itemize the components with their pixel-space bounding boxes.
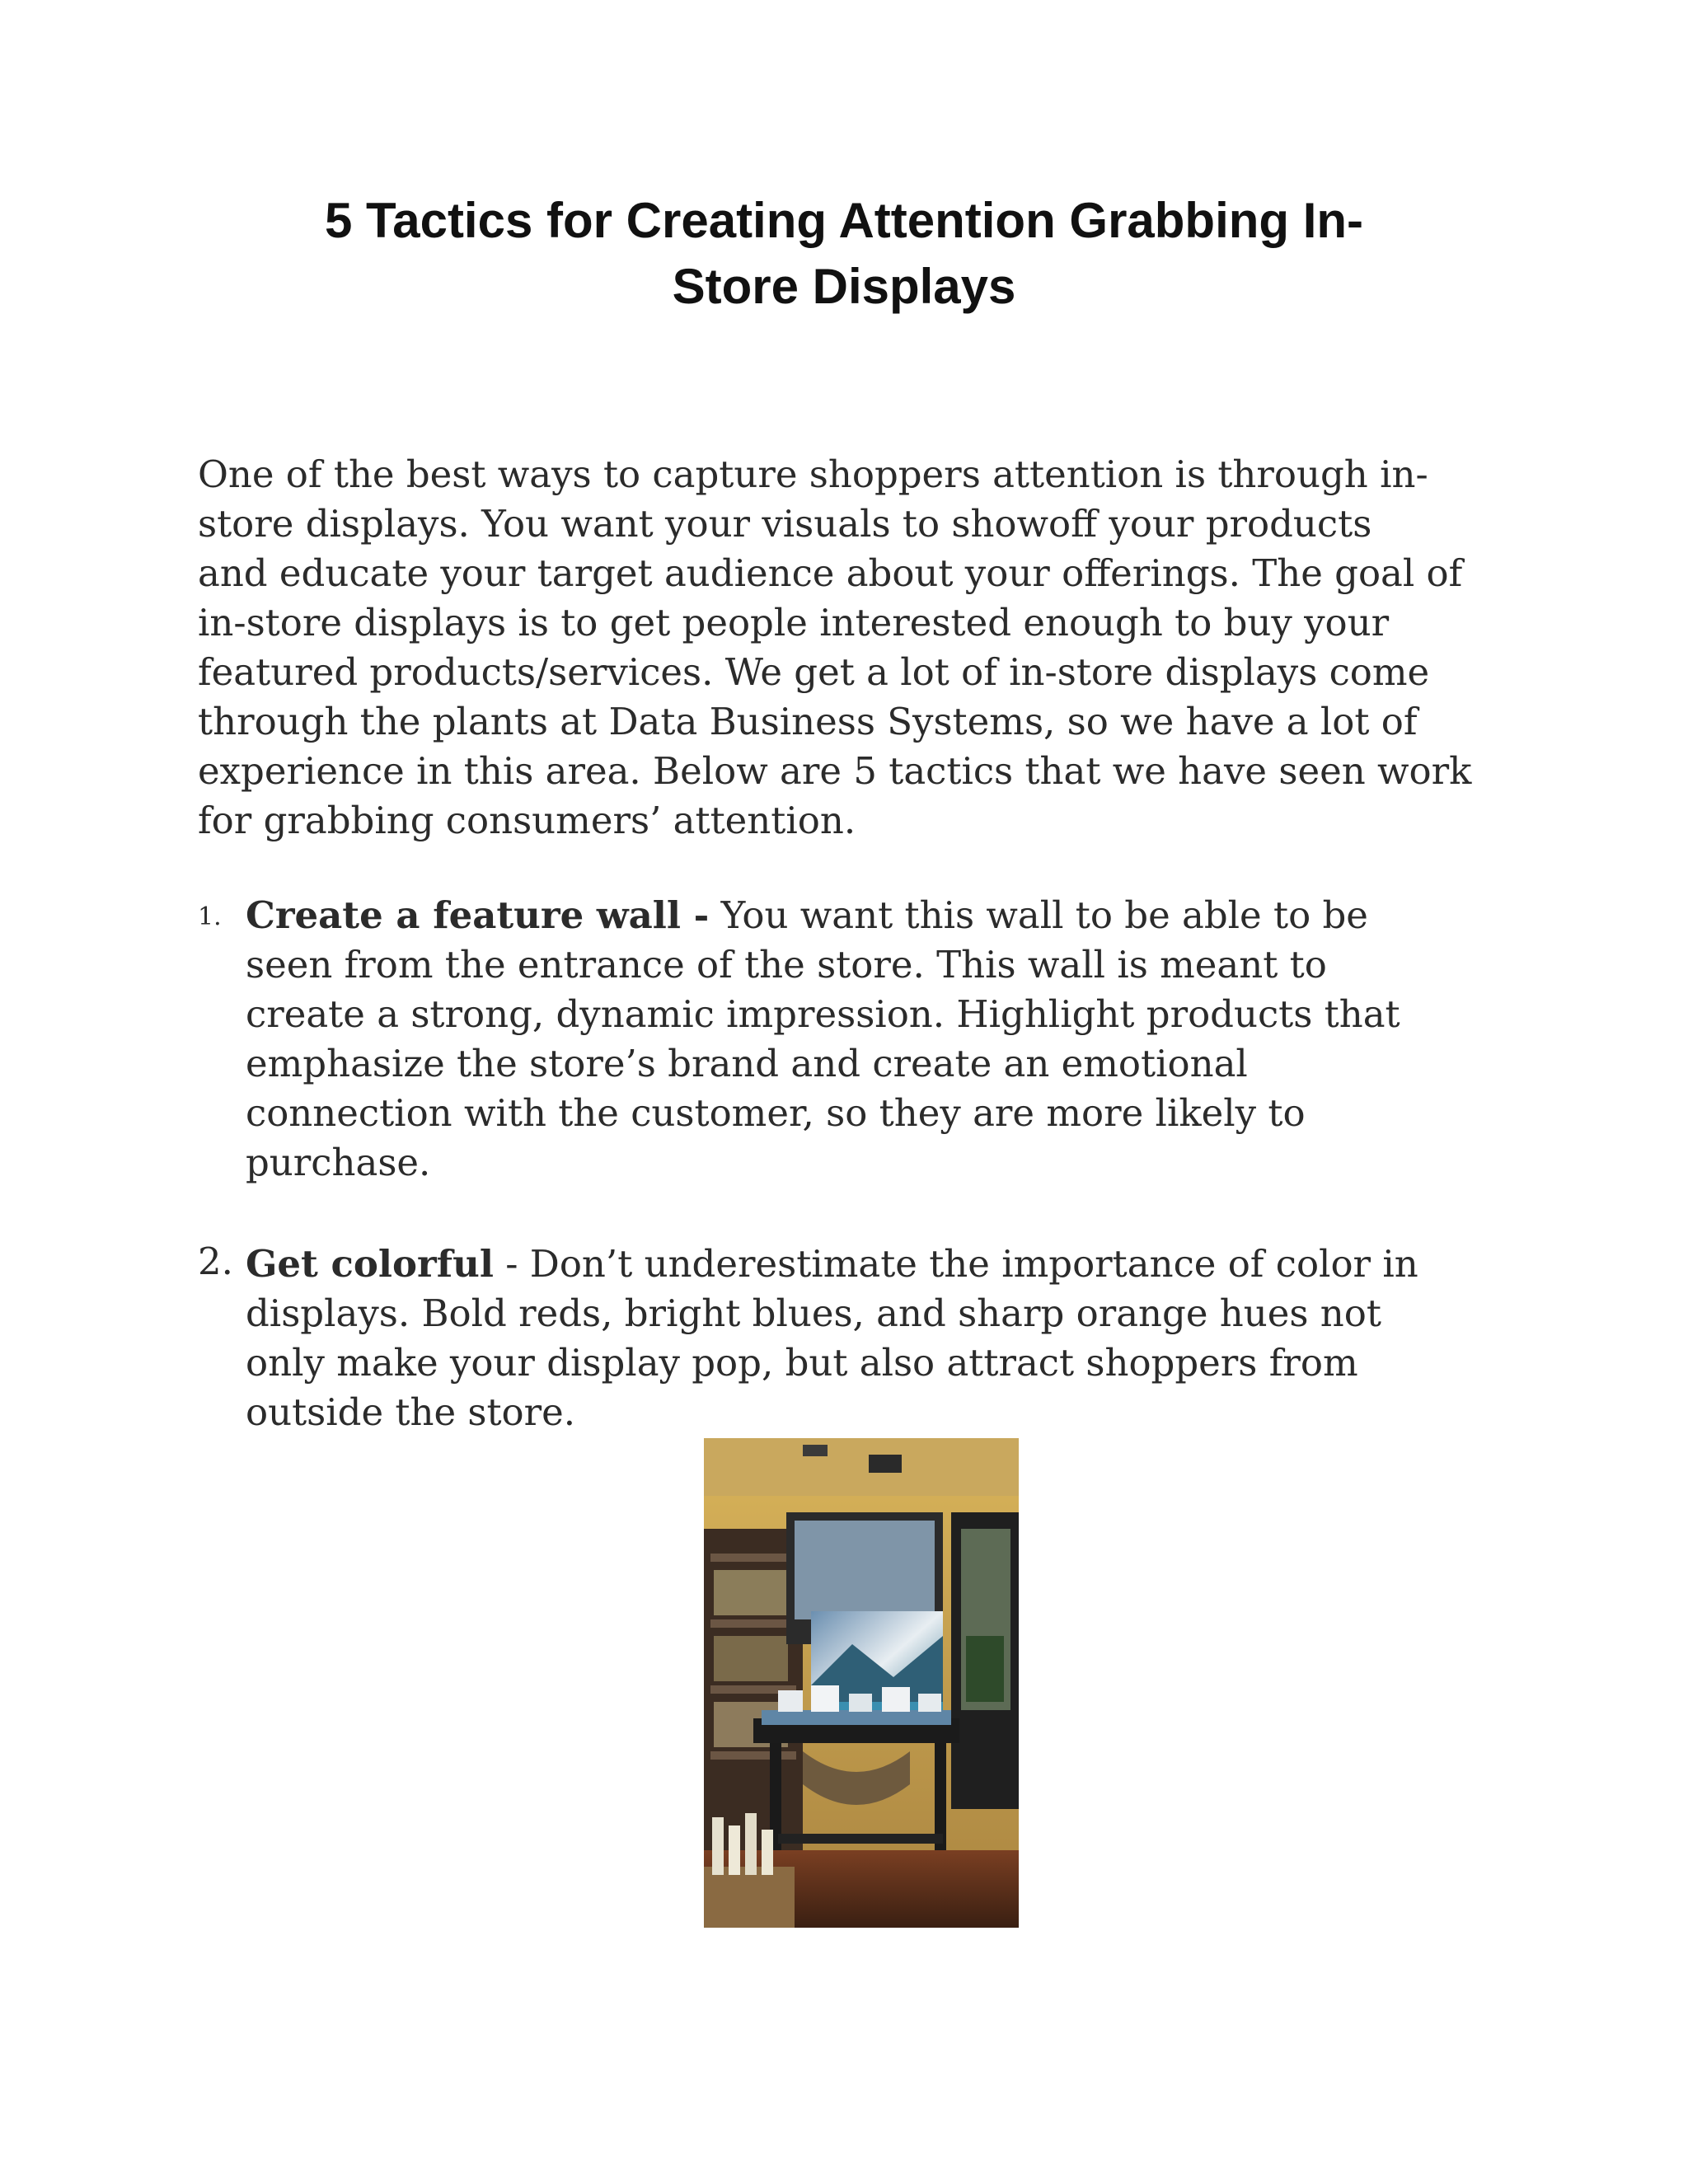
tactic-line: create a strong, dynamic impression. Highlight products that xyxy=(246,992,1400,1036)
intro-line: store displays. You want your visuals to showoff your products xyxy=(198,502,1372,546)
tactic-first-line xyxy=(246,891,1400,940)
tactic-heading: Create a feature wall - xyxy=(246,893,710,937)
title-line-1: 5 Tactics for Creating Attention Grabbing In- xyxy=(324,193,1364,248)
intro-line: experience in this area. Below are 5 tactics that we have seen work xyxy=(198,749,1472,793)
store-display-photo xyxy=(704,1438,1019,1928)
intro-line: for grabbing consumers’ attention. xyxy=(198,799,856,842)
intro-line: featured products/services. We get a lot of in-store displays come xyxy=(198,650,1430,694)
tactic-text xyxy=(246,891,1400,1188)
tactic-text xyxy=(246,1240,1418,1437)
tactic-first-line xyxy=(246,1240,1418,1289)
tactic-heading: Get colorful xyxy=(246,1242,494,1286)
tactic-line: outside the store. xyxy=(246,1390,576,1434)
intro-paragraph xyxy=(198,450,1517,846)
tactic-item-2 xyxy=(198,1240,1550,1437)
tactic-line: seen from the entrance of the store. This wall is meant to xyxy=(246,943,1327,987)
tactic-first-line-text: - Don’t underestimate the importance of color in xyxy=(493,1242,1418,1286)
intro-line: and educate your target audience about your offerings. The goal of xyxy=(198,551,1463,595)
intro-line: One of the best ways to capture shoppers attention is through in- xyxy=(198,452,1428,496)
tactic-item-1 xyxy=(198,891,1550,1188)
tactic-line: connection with the customer, so they are more likely to xyxy=(246,1091,1306,1135)
tactic-number: 1. xyxy=(198,902,222,931)
intro-line: in-store displays is to get people interested enough to buy your xyxy=(198,601,1390,644)
intro-line: through the plants at Data Business Systems, so we have a lot of xyxy=(198,700,1418,743)
tactic-line: emphasize the store’s brand and create an emotional xyxy=(246,1042,1248,1085)
tactic-line: purchase. xyxy=(246,1141,431,1184)
page-title xyxy=(198,188,1490,320)
tactic-line: only make your display pop, but also attract shoppers from xyxy=(246,1341,1358,1385)
tactic-line: displays. Bold reds, bright blues, and sharp orange hues not xyxy=(246,1291,1381,1335)
tactic-first-line-text: You want this wall to be able to be xyxy=(709,893,1368,937)
tactic-number: 2. xyxy=(198,1240,233,1283)
title-line-2: Store Displays xyxy=(672,259,1016,314)
